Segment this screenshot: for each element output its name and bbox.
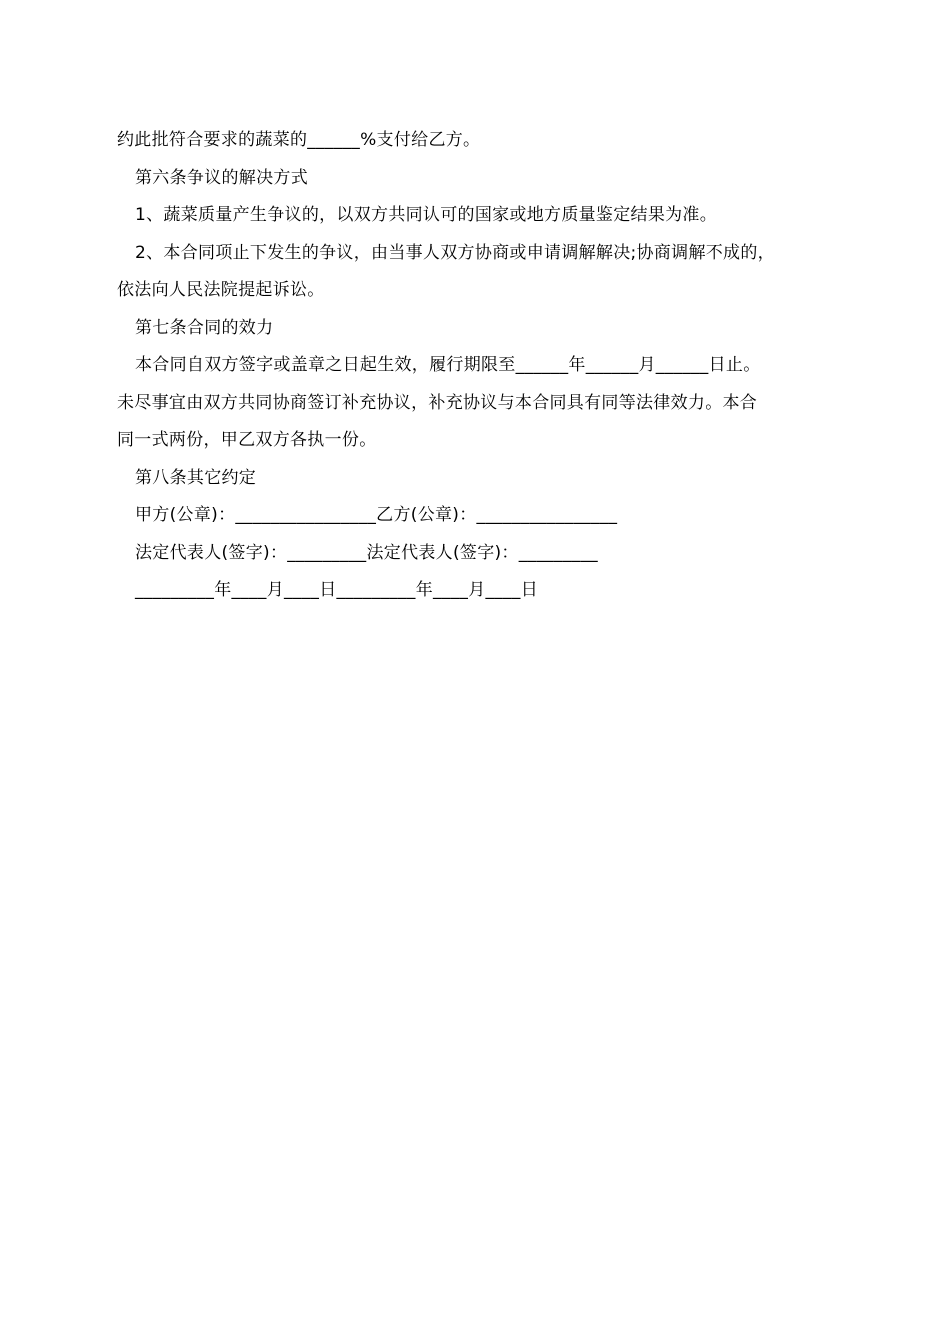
signing-date-line: _________年____月____日_________年____月____日 [135,580,538,600]
party-seal-line: 甲方(公章)：________________乙方(公章)：________________ [135,505,618,525]
article-7-copies: 同一式两份，甲乙双方各执一份。 [117,430,377,450]
document-body [117,122,857,610]
article-7-effective-term: 本合同自双方签字或盖章之日起生效，履行期限至______年______月______日止。 [135,355,761,375]
article-6-clause-1: 1、蔬菜质量产生争议的，以双方共同认可的国家或地方质量鉴定结果为准。 [135,205,718,225]
article-7-supplementary: 未尽事宜由双方共同协商签订补充协议，补充协议与本合同具有同等法律效力。本合 [117,392,758,413]
article-7-heading: 第七条合同的效力 [135,317,274,338]
article-6-clause-2-continued: 依法向人民法院提起诉讼。 [117,280,325,300]
paragraph-payment-percentage: 约此批符合要求的蔬菜的______%支付给乙方。 [117,130,481,150]
article-6-clause-2: 2、本合同项止下发生的争议，由当事人双方协商或申请调解解决;协商调解不成的， [135,242,775,263]
article-8-heading: 第八条其它约定 [135,467,257,488]
legal-representative-signature-line: 法定代表人(签字)：_________法定代表人(签字)：_________ [135,542,598,563]
article-6-heading: 第六条争议的解决方式 [135,167,308,188]
